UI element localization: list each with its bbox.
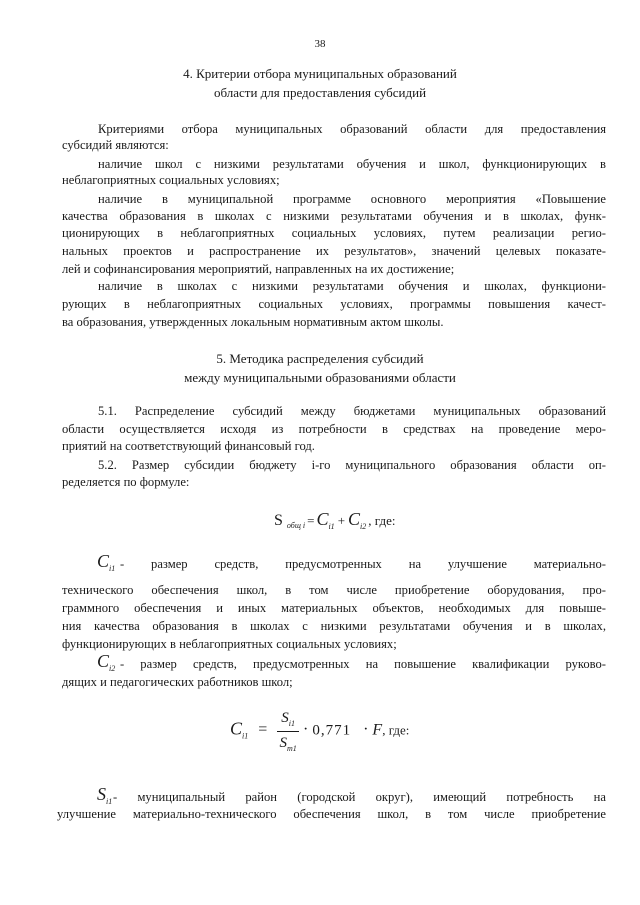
section4-title-line1: 4. Критерии отбора муниципальных образований bbox=[183, 66, 457, 81]
section4-line: нальных проектов и распространение их результатов», значений целевых показате- bbox=[62, 244, 606, 258]
ci2-def-line: - размер средств, предусмотренных на повышение квалификации руково- bbox=[120, 657, 606, 671]
section4-line: рующих в неблагоприятных социальных условиях, программы повышения качест- bbox=[62, 297, 606, 311]
si1-symbol: $S_{i1}$ bbox=[97, 784, 113, 806]
section5-title-line2: между муниципальными образованиями области bbox=[184, 370, 456, 385]
formula2-coef: 0,771 bbox=[312, 722, 352, 739]
formula-ci1 bbox=[230, 710, 409, 753]
formula1-lhs-sub: общ i bbox=[286, 521, 306, 530]
section4-line: наличие в муниципальной программе основного мероприятия «Повышение bbox=[98, 192, 606, 206]
si1-def-line: - муниципальный район (городской округ), имеющий потребность на bbox=[113, 790, 606, 804]
section5-p1-line: 5.1. Распределение субсидий между бюджетами муниципальных образований bbox=[98, 404, 606, 418]
formula2-num: S bbox=[281, 710, 289, 726]
formula2-dot2: · bbox=[363, 721, 369, 739]
formula1-tail: , где: bbox=[368, 513, 396, 528]
section4-line: ва образования, утвержденных локальным нормативным актом школы. bbox=[62, 315, 444, 329]
section5-p2-line: ределяется по формуле: bbox=[62, 475, 190, 489]
section5-p1-line: приятий на соответствующий финансовый год. bbox=[62, 439, 315, 453]
formula2-tail: , где: bbox=[382, 722, 410, 738]
ci1-symbol: $C_{i1}$ bbox=[97, 551, 116, 573]
formula2-den: S bbox=[279, 735, 287, 751]
section4-line: неблагоприятных социальных условиях; bbox=[62, 173, 280, 187]
formula1-lhs: S bbox=[274, 512, 283, 529]
ci1-def-line: - размер средств, предусмотренных на улучшение материально- bbox=[120, 557, 606, 571]
ci1-def-line: функционирующих в неблагоприятных социальных условиях; bbox=[62, 637, 397, 651]
section5-p2-line: 5.2. Размер субсидии бюджету i-го муниципального образования области оп- bbox=[98, 458, 606, 472]
section4-line: ционирующих в неблагоприятных социальных условиях, путем реализации регио- bbox=[62, 226, 606, 240]
formula1-c1-sub: i1 bbox=[328, 522, 335, 531]
formula-total-subsidy bbox=[274, 509, 395, 531]
formula2-lhs-sub: i1 bbox=[242, 731, 249, 741]
formula2-f: F bbox=[372, 721, 383, 739]
section5-p1-line: области осуществляется исходя из потребности в средствах на проведение меро- bbox=[62, 422, 606, 436]
formula2-dot: · bbox=[303, 721, 309, 739]
formula1-eq: = bbox=[307, 513, 315, 528]
formula1-plus: + bbox=[337, 513, 346, 528]
formula1-c2: C bbox=[348, 509, 361, 529]
formula2-den-sub: m1 bbox=[287, 744, 297, 753]
si1-def-line: улучшение материально-технического обеспечения школ, в том числе приобретение bbox=[57, 807, 606, 821]
section4-line: лей и софинансирования мероприятий, направленных на их достижение; bbox=[62, 262, 455, 276]
section4-line: субсидий являются: bbox=[62, 138, 169, 152]
section4-line: качества образования в школах с низкими результатами обучения и в школах, функ- bbox=[62, 209, 606, 223]
formula2-eq: = bbox=[258, 721, 268, 739]
section5-title-line1: 5. Методика распределения субсидий bbox=[216, 351, 424, 366]
page-number: 38 bbox=[314, 38, 326, 50]
section4-title-line2: области для предоставления субсидий bbox=[213, 85, 427, 100]
ci1-def-line: граммного обеспечения и иных материальных объектов, необходимых для повыше- bbox=[62, 601, 606, 615]
ci1-def-line: ния качества образования в школах с низкими результатами обучения и в школах, bbox=[62, 619, 606, 633]
ci2-symbol: $C_{i2}$ bbox=[97, 651, 116, 673]
formula1-c2-sub: i2 bbox=[360, 522, 367, 531]
ci2-def-line: дящих и педагогических работников школ; bbox=[62, 675, 293, 689]
section4-line: Критериями отбора муниципальных образований области для предоставления bbox=[98, 122, 606, 136]
formula2-num-sub: i1 bbox=[288, 719, 296, 728]
section4-line: наличие школ с низкими результатами обучения и школ, функционирующих в bbox=[98, 157, 606, 171]
section4-line: наличие в школах с низкими результатами обучения и школах, функциони- bbox=[98, 279, 606, 293]
formula1-c1: C bbox=[316, 509, 329, 529]
formula2-fraction bbox=[277, 710, 299, 753]
ci1-def-line: технического обеспечения школ, в том числе приобретение оборудования, про- bbox=[62, 583, 606, 597]
formula2-lhs: C bbox=[230, 718, 243, 739]
